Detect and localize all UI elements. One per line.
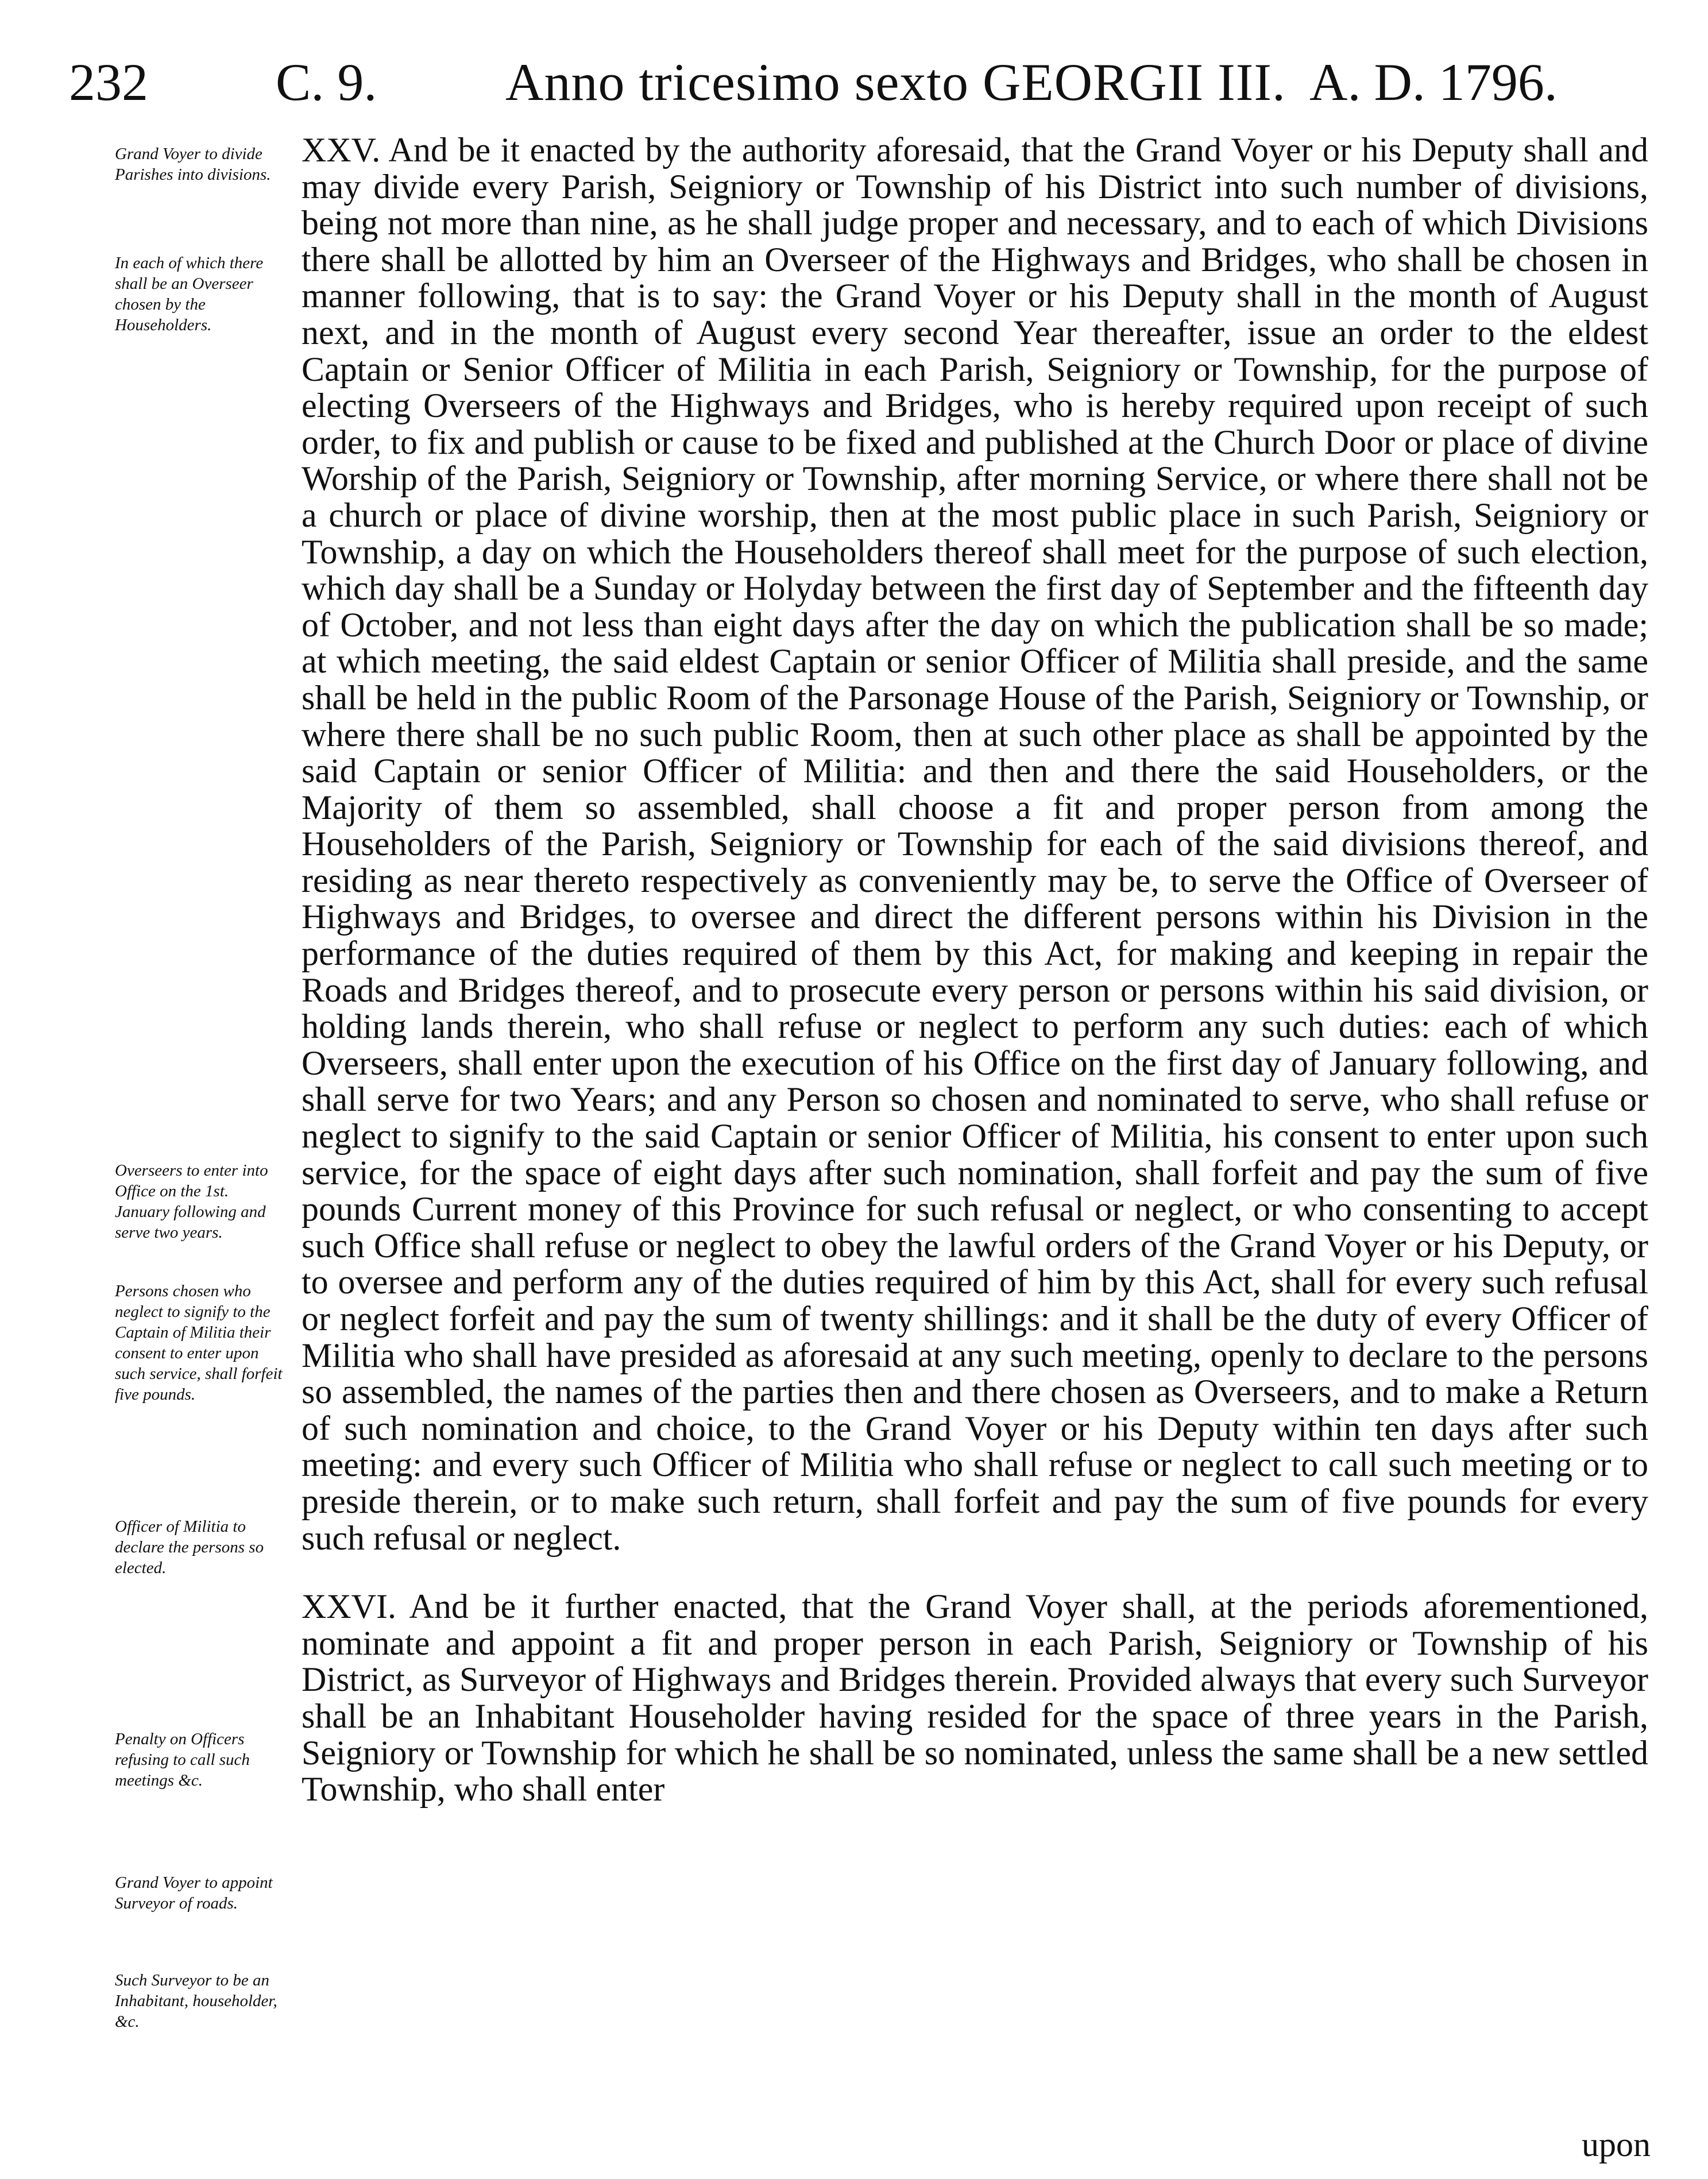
margin-note: Overseers to enter into Office on the 1st. January following and serve two years. — [115, 1161, 268, 1242]
section-text: And be it enacted by the authority aforesaid, that the Grand Voyer or his Deputy shall and may divide every Parish, Seigniory or Township of his District into such number of divisions, being not more than nine, as he shall judge proper and necessary, and to each of which Divisions there shall be allotted by him an Overseer of the Highways and Bridges, who shall be chosen in manner following, that is to say: the Grand Voyer or his Deputy shall in the month of August next, and in the month of August every second Year thereafter, issue an order to the eldest Captain or Senior Officer of Militia in each Parish, Seigniory or Township, for the purpose of electing Overseers of the Highways and Bridges, who is hereby required upon receipt of such order, to fix and publish or cause to be fixed and published at the Church Door or place of divine Worship of the Parish, Seigniory or Township, after morning Service, or where there shall not be a church or place of divine worship, then at the most public place in such Parish, Seigniory or Township, a day on which the Householders thereof shall meet for the purpose of such election, which day shall be a Sunday or Holyday between the first day of September and the fifteenth day of October, and not less than eight days after the day on which the publication shall be so made; at which meeting, the said eldest Captain or senior Officer of Militia shall preside, and the same shall be held in the public Room of the Parsonage House of the Parish, Seigniory or Township, or where there shall be no such public Room, then at such other place as shall be appointed by the said Captain or senior Officer of Militia: and then and there the said Householders, or the Majority of them so assembled, shall choose a fit and proper person from among the Householders of the Parish, Seigniory or Township for each of the said divisions thereof, and residing as near thereto respectively as conveniently may be, to serve the Office of Overseer of Highways and Bridges, to oversee and direct the different persons within his Division in the performance of the duties required of them by this Act, for making and keeping in repair the Roads and Bridges thereof, and to prosecute every person or persons within his said division, or holding lands therein, who shall refuse or neglect to perform any such duties: each of which Overseers, shall enter upon the execution of his Office on the first day of January following, and shall serve for two Years; and any Person so chosen and nominated to serve, who shall refuse or neglect to signify to the said Captain or senior Officer of Militia, his consent to enter upon such service, for the space of eight days after such nomination, shall forfeit and pay the sum of five pounds Current money of this Province for such refusal or neglect, or who consenting to accept such Office shall refuse or neglect to obey the lawful orders of the Grand Voyer or his Deputy, or to oversee and perform any of the duties required of him by this Act, shall for every such refusal or neglect forfeit and pay the sum of twenty shillings: and it shall be the duty of every Officer of Militia who shall have presided as aforesaid at any such meeting, openly to declare to the persons so assembled, the names of the parties then and there chosen as Overseers, and to make a Return of such nomination and choice, to the Grand Voyer or his Deputy within ten days after such meeting: and every such Officer of Militia who shall refuse or neglect to call such meeting or to preside therein, or to make such return, shall forfeit and pay the sum of five pounds for every such refusal or neglect. — [302, 131, 1648, 1557]
section-number: XXV. — [302, 131, 381, 169]
section-number: XXVI. — [302, 1587, 396, 1626]
running-title: Anno tricesimo sexto GEORGII III. — [505, 53, 1286, 111]
margin-note: Penalty on Officers refusing to call such meetings &c. — [115, 1730, 250, 1790]
margin-note: Grand Voyer to appoint Surveyor of roads. — [115, 1873, 273, 1913]
running-header — [69, 34, 1654, 121]
margin-note: Persons chosen who neglect to signify to the Captain of Militia their consent to enter upon such service, shall forfeit five pounds. — [115, 1282, 283, 1404]
section-text: And be it further enacted, that the Grand Voyer shall, at the periods aforementioned, nominate and appoint a fit and proper person in each Parish, Seigniory or Township of his District, as Surveyor of Highways and Bridges therein. Provided always that every such Surveyor shall be an Inhabitant Householder having resided for the space of three years in the Parish, Seigniory or Township for which he shall be so nominated, unless the same shall be a new settled Township, who shall enter — [302, 1587, 1648, 1809]
section-xxv — [302, 132, 1648, 1556]
catchword: upon — [1582, 2126, 1651, 2163]
margin-note: In each of which there shall be an Overseer chosen by the Householders. — [115, 254, 264, 334]
page-number: 232 — [69, 53, 148, 111]
act-text — [302, 132, 1648, 1808]
margin-note: Grand Voyer to divide Parishes into divisions. — [115, 145, 271, 184]
margin-note: Officer of Militia to declare the persons so elected. — [115, 1517, 264, 1577]
chapter-number: C. 9. — [276, 53, 377, 111]
section-xxvi — [302, 1589, 1648, 1808]
margin-note: Such Surveyor to be an Inhabitant, householder, &c. — [115, 1971, 277, 2031]
year-label: A. D. 1796. — [1309, 53, 1558, 111]
